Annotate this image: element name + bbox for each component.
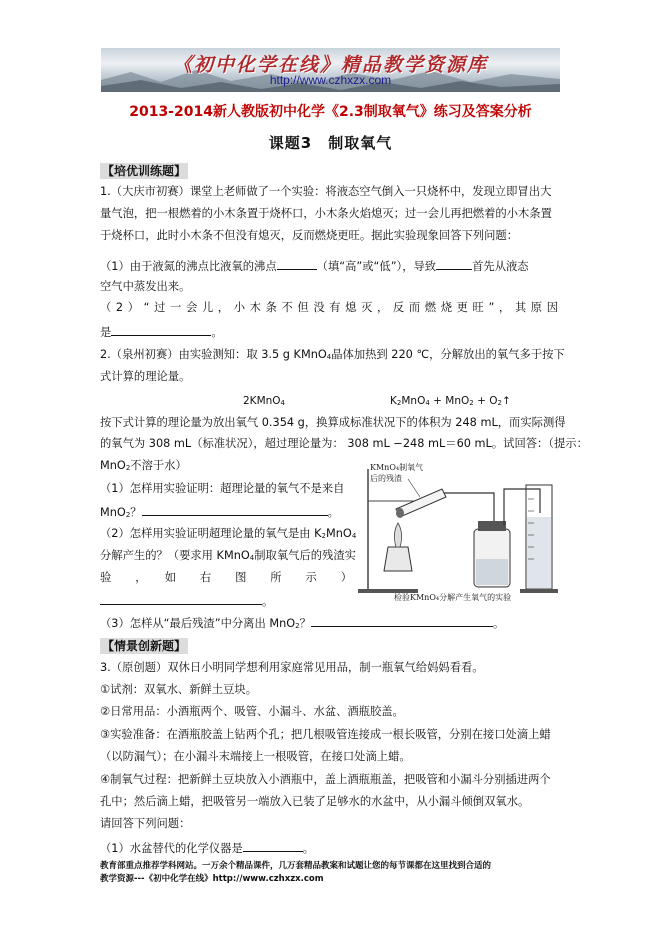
document-title: 2013-2014新人教版初中化学《2.3制取氧气》练习及答案分析 <box>129 104 532 120</box>
figure-label: KMnO₄制氧气 <box>370 463 424 472</box>
answer-blank[interactable] <box>436 257 472 270</box>
q3-line-1: 3.（原创题）双休日小明同学想利用家庭常见用品，制一瓶氧气给妈妈看看。 <box>100 661 484 674</box>
q1-sub2-answer: 是 。 <box>100 323 223 341</box>
q2-sub3-line: （3）怎样从“最后残渣”中分离出 MnO$_2$？ 。 <box>100 614 504 634</box>
q1-sub1-line-2: 空气中蒸发出来。 <box>100 280 191 293</box>
q2-sub2-line-2: 分解产生的？（要求用 KMnO$_4$制取氧气后的残渣实 <box>100 549 356 562</box>
q2-line-5: MnO$_2$不溶于水） <box>100 459 187 472</box>
q2-line-1: 2.（泉州初赛）由实验测知：取 3.5 g KMnO$_4$晶体加热到 220 ℃，分解放出的氧气多于按下 <box>100 348 565 361</box>
q3-sub1-line: （1）水盆替代的化学仪器是 。 <box>100 839 314 857</box>
answer-blank[interactable] <box>142 503 328 516</box>
figure-caption: 检验KMnO₄分解产生氧气的实验 <box>394 593 512 602</box>
lesson-title: 课题3 制取氧气 <box>268 134 393 152</box>
equation-reactant: 2KMnO$_4$ <box>243 395 286 407</box>
section-tag-innovation: 【情景创新题】 <box>102 639 187 653</box>
footer-line-1: 教育部重点推荐学科网站。一万余个精品课件，几万套精品教案和试题让您的每节课都在这里找到合适的 <box>100 861 492 871</box>
q3-line-6: ④制氧气过程：把新鲜土豆块放入小酒瓶中，盖上酒瓶瓶盖，把吸管和小漏斗分别插进两个 <box>100 773 551 786</box>
q3-line-3: ②日常用品：小酒瓶两个、吸管、小漏斗、水盆、酒瓶胶盖。 <box>100 705 404 718</box>
answer-blank[interactable] <box>311 614 493 627</box>
q2-line-3: 按下式计算的理论量为放出氧气 0.354 g，换算成标准状况下的体积为 248 mL，而实际测得 <box>100 416 566 429</box>
q2-sub2-answer: 。 <box>100 592 273 610</box>
q2-sub2-line-3: 验 ， 如 右 图 所 示 ） <box>100 571 352 584</box>
answer-blank[interactable] <box>111 323 211 336</box>
q2-sub1-line: （1）怎样用实验证明：超理论量的氧气不是来自 <box>100 482 345 495</box>
q2-sub1-answer: MnO$_2$？ 。 <box>100 503 339 523</box>
q1-line-1: 1.（大庆市初赛）课堂上老师做了一个实验：将液态空气倒入一只烧杯中，发现立即冒出大 <box>100 185 552 198</box>
q3-line-8: 请回答下列问题： <box>100 817 191 830</box>
q3-line-2: ①试剂：双氧水、新鲜土豆块。 <box>100 683 257 696</box>
q2-line-2: 式计算的理论量。 <box>100 370 191 383</box>
answer-blank[interactable] <box>277 257 317 270</box>
q3-line-5: （以防漏气）；在小漏斗末端接上一根吸管，在接口处滴上蜡。 <box>100 750 411 763</box>
equation-products: $K_2MnO_4 + MnO_2$ + $O_2↑$ <box>390 395 511 407</box>
q1-line-3: 于烧杯口，此时小木条不但没有熄灭，反而燃烧更旺。据此实验现象回答下列问题： <box>100 229 518 242</box>
q2-line-4: 的氧气为 308 mL（标准状况），超过理论量为： 308 mL −248 mL＝60 mL。试回答：（提示： <box>100 437 588 450</box>
footer-line-2: 教学资源---《初中化学在线》http://www.czhxzx.com <box>100 874 324 884</box>
section-tag-training: 【培优训练题】 <box>102 164 187 178</box>
q1-sub2-line: （2）“过一会儿，小木条不但没有熄灭，反而燃烧更旺”，其原因 <box>100 301 558 314</box>
q3-line-4: ③实验准备：在酒瓶胶盖上钻两个孔；把几根吸管连接成一根长吸管，分别在接口处滴上蜡 <box>100 728 551 741</box>
banner-title: 《初中化学在线》精品教学资源库 <box>172 54 488 76</box>
experiment-figure <box>356 459 561 604</box>
answer-blank[interactable] <box>243 839 303 852</box>
figure-label: 后的残渣 <box>370 474 402 483</box>
q2-sub2-line-1: （2）怎样用实验证明超理论量的氧气是由 $K_2MnO_4$ <box>100 527 357 540</box>
q3-line-7: 孔中；然后滴上蜡，把吸管另一端放入已装了足够水的水盆中，从小漏斗倾倒双氧水。 <box>100 795 530 808</box>
banner-url-link[interactable]: http://www.czhxzx.com <box>269 73 392 87</box>
q1-line-2: 量气泡，把一根燃着的小木条置于烧杯口，小木条火焰熄灭；过一会儿再把燃着的小木条置 <box>100 207 552 220</box>
answer-blank[interactable] <box>100 592 262 605</box>
q1-sub1-line: （1）由于液氮的沸点比液氧的沸点 （填“高”或“低”），导致 首先从液态 <box>100 257 529 275</box>
site-banner <box>101 48 560 92</box>
